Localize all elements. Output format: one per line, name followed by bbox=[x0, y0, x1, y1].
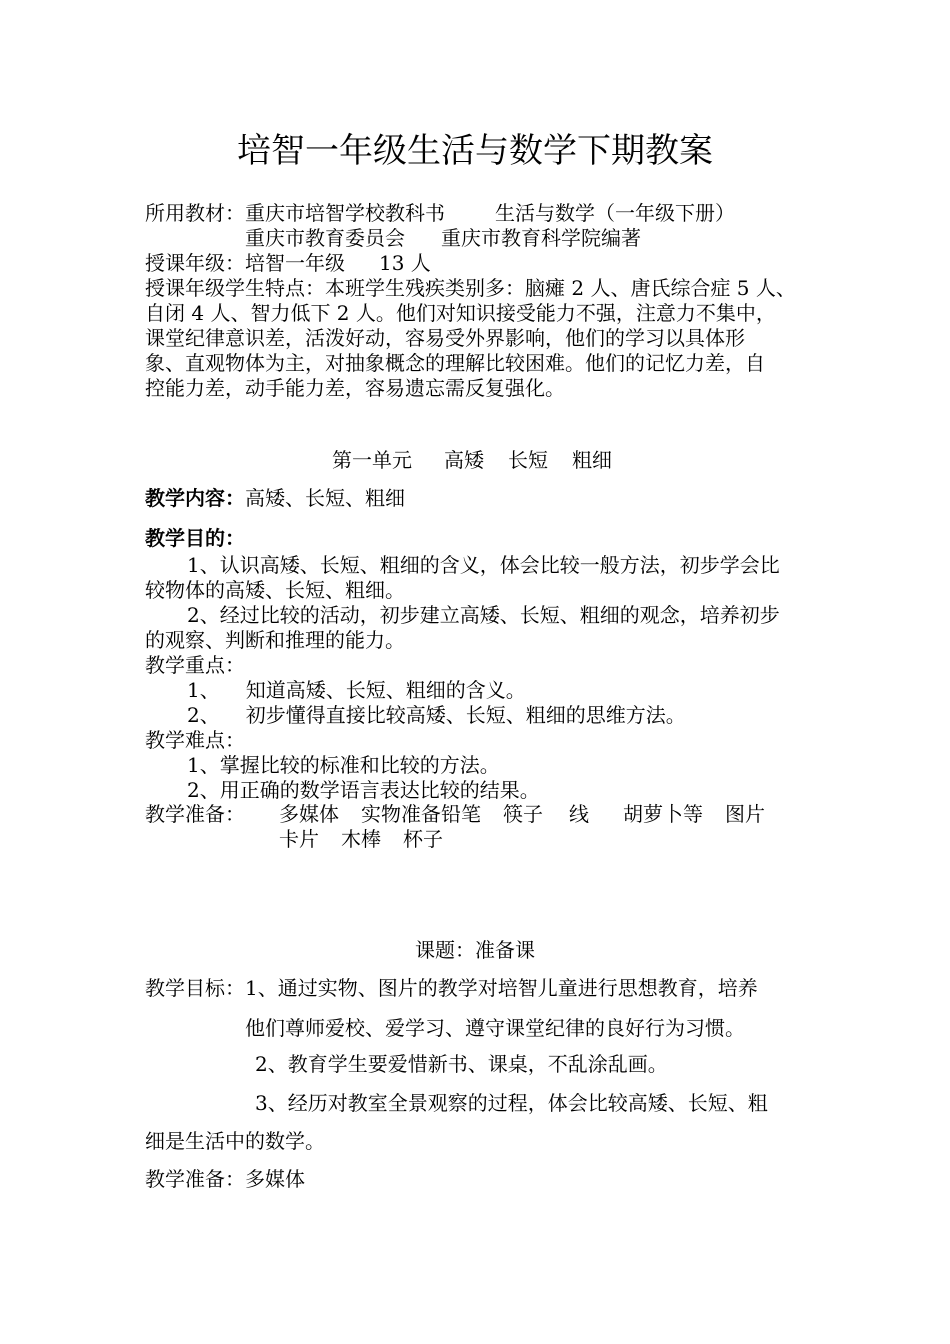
traits-line: 授课年级学生特点：本班学生残疾类别多：脑瘫 2 人、唐氏综合症 5 人、 bbox=[145, 276, 796, 300]
difficulty-label: 教学难点： bbox=[145, 728, 245, 752]
lesson-goal-label: 教学目标： bbox=[145, 976, 245, 1000]
lesson-goal-line bbox=[145, 976, 758, 1000]
textbook-subject: 生活与数学（一年级下册） bbox=[495, 201, 735, 225]
prep-line bbox=[145, 802, 245, 826]
goal-line: 2、经过比较的活动，初步建立高矮、长短、粗细的观念，培养初步 bbox=[187, 603, 780, 627]
lesson-topic: 课题：准备课 bbox=[415, 938, 535, 962]
lesson-prep-value: 多媒体 bbox=[245, 1167, 305, 1191]
prep-item: 卡片 bbox=[279, 827, 319, 851]
key-item-text: 初步懂得直接比较高矮、长短、粗细的思维方法。 bbox=[245, 703, 686, 727]
key-item bbox=[187, 678, 526, 702]
lesson-goal-line: 3、经历对教室全景观察的过程，体会比较高矮、长短、粗 bbox=[255, 1091, 768, 1115]
unit-topic-1: 高矮 bbox=[444, 448, 484, 472]
content-label: 教学内容： bbox=[145, 486, 245, 510]
unit-heading bbox=[332, 448, 612, 472]
goal-line: 1、认识高矮、长短、粗细的含义，体会比较一般方法，初步学会比 bbox=[187, 553, 780, 577]
difficulty-item: 2、用正确的数学语言表达比较的结果。 bbox=[187, 778, 540, 802]
content-value: 高矮、长短、粗细 bbox=[245, 486, 405, 510]
lesson-goal-line: 细是生活中的数学。 bbox=[145, 1129, 325, 1153]
textbook-label: 所用教材： bbox=[145, 201, 245, 225]
key-label: 教学重点： bbox=[145, 653, 245, 677]
prep-item: 筷子 bbox=[503, 802, 543, 826]
lesson-goal-text: 1、通过实物、图片的教学对培智儿童进行思想教育，培养 bbox=[245, 976, 758, 1000]
goal-line: 的观察、判断和推理的能力。 bbox=[145, 628, 405, 652]
prep-item: 图片 bbox=[725, 802, 765, 826]
key-item-num: 1、 bbox=[187, 678, 220, 702]
prep-item: 实物准备铅笔 bbox=[361, 802, 481, 826]
key-item-num: 2、 bbox=[187, 703, 220, 727]
prep-item: 胡萝卜等 bbox=[623, 802, 703, 826]
unit-topic-2: 长短 bbox=[508, 448, 548, 472]
textbook-line bbox=[145, 201, 735, 225]
prep-items-line-1 bbox=[279, 802, 765, 826]
textbook-name: 重庆市培智学校教科书 bbox=[245, 201, 445, 225]
traits-line: 控能力差，动手能力差，容易遗忘需反复强化。 bbox=[145, 376, 565, 400]
traits-line: 自闭 4 人、智力低下 2 人。他们对知识接受能力不强，注意力不集中， bbox=[145, 301, 776, 325]
goal-label: 教学目的： bbox=[145, 526, 245, 550]
goal-line: 较物体的高矮、长短、粗细。 bbox=[145, 578, 405, 602]
prep-item: 线 bbox=[569, 802, 589, 826]
grade-line bbox=[145, 251, 431, 275]
key-item bbox=[187, 703, 686, 727]
unit-topic-3: 粗细 bbox=[572, 448, 612, 472]
lesson-prep-label: 教学准备： bbox=[145, 1167, 245, 1191]
prep-items-line-2 bbox=[279, 827, 443, 851]
traits-line: 象、直观物体为主，对抽象概念的理解比较困难。他们的记忆力差，自 bbox=[145, 351, 765, 375]
lesson-goal-line: 他们尊师爱校、爱学习、遵守课堂纪律的良好行为习惯。 bbox=[245, 1016, 745, 1040]
traits-line: 课堂纪律意识差，活泼好动，容易受外界影响，他们的学习以具体形 bbox=[145, 326, 745, 350]
key-item-text: 知道高矮、长短、粗细的含义。 bbox=[245, 678, 526, 702]
publisher-1: 重庆市教育委员会 bbox=[245, 226, 405, 250]
grade-label: 授课年级： bbox=[145, 251, 245, 275]
lesson-goal-line: 2、教育学生要爱惜新书、课桌，不乱涂乱画。 bbox=[255, 1052, 668, 1076]
prep-label: 教学准备： bbox=[145, 802, 245, 826]
grade-value: 培智一年级 bbox=[245, 251, 345, 275]
unit-number: 第一单元 bbox=[332, 448, 412, 472]
document-title: 培智一年级生活与数学下期教案 bbox=[237, 131, 713, 171]
publisher-line bbox=[245, 226, 641, 250]
content-line bbox=[145, 486, 405, 510]
prep-item: 多媒体 bbox=[279, 802, 339, 826]
prep-item: 木棒 bbox=[341, 827, 381, 851]
prep-item: 杯子 bbox=[403, 827, 443, 851]
publisher-2: 重庆市教育科学院编著 bbox=[441, 226, 641, 250]
student-count: 13 人 bbox=[379, 251, 431, 275]
difficulty-item: 1、掌握比较的标准和比较的方法。 bbox=[187, 753, 500, 777]
lesson-prep-line bbox=[145, 1167, 305, 1191]
